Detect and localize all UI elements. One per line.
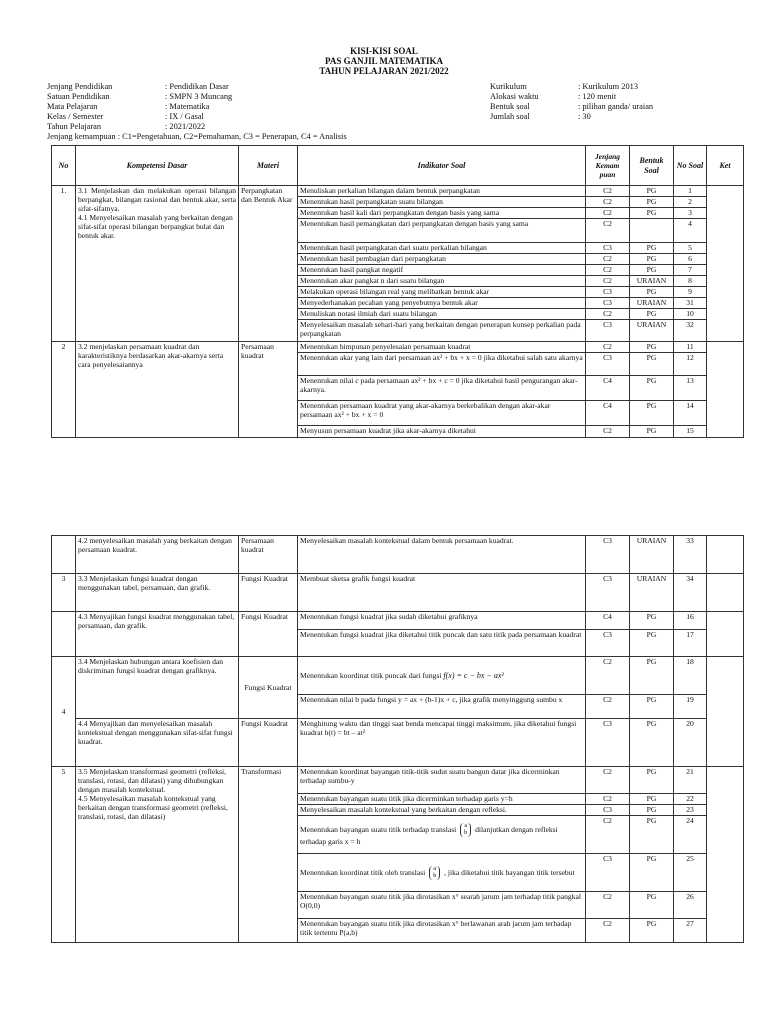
- info-jenjang-label: Jenjang Pendidikan: [47, 82, 113, 91]
- indikator-cell: Menyelesaikan masalah sehari-hari yang berkaitan dengan penerapan konsep perkalian pada perpangkatan: [298, 320, 586, 342]
- translation-vector: [460, 823, 471, 837]
- col-kd: Kompetensi Dasar: [76, 146, 239, 186]
- indikator-cell: Menentukan hasil pembagian dari perpangkatan: [298, 254, 586, 265]
- nosoal-cell: 27: [674, 919, 707, 943]
- nosoal-cell: 33: [674, 536, 707, 574]
- table-row: [52, 536, 744, 574]
- jenjang-cell: C2: [586, 892, 630, 919]
- materi-cell: Fungsi Kuadrat: [239, 612, 298, 657]
- ket-cell: [707, 342, 744, 438]
- nosoal-cell: 34: [674, 574, 707, 612]
- kd-text: 3.5 Menjelaskan transformasi geometri (refleksi, translasi, rotasi, dan dilatasi) yang dihubungkan dengan masalah kontekstual.: [78, 767, 227, 794]
- materi-cell: Persamaan kuadrat: [239, 536, 298, 574]
- info-mapel-value: : Matematika: [165, 102, 210, 111]
- jenjang-cell: C2: [586, 816, 630, 854]
- nosoal-cell: 11: [674, 342, 707, 353]
- bentuk-cell: PG: [630, 186, 674, 197]
- indikator-cell: Melakukan operasi bilangan real yang melibatkan bentuk akar: [298, 287, 586, 298]
- kd-cell: 4.3 Menyajikan fungsi kuadrat menggunakan tabel, persamaan, dan grafik.: [76, 612, 239, 657]
- bentuk-cell: PG: [630, 630, 674, 657]
- nosoal-cell: 7: [674, 265, 707, 276]
- bentuk-cell: PG: [630, 767, 674, 794]
- info-tahun-value: : 2021/2022: [165, 122, 206, 131]
- info-mapel-label: Mata Pelajaran: [47, 102, 98, 111]
- bentuk-cell: PG: [630, 657, 674, 695]
- info-kemampuan: Jenjang kemampuan : C1=Pengetahuan, C2=Pemahaman, C3 = Penerapan, C4 = Analisis: [47, 132, 347, 141]
- nosoal-cell: 2: [674, 197, 707, 208]
- indikator-cell: Menentukan hasil perpangkatan dari suatu perkalian bilangan: [298, 243, 586, 254]
- row-no: 3: [52, 574, 76, 612]
- doc-title-3: TAHUN PELAJARAN 2021/2022: [319, 66, 449, 76]
- bentuk-cell: PG: [630, 243, 674, 254]
- jenjang-cell: C3: [586, 574, 630, 612]
- kisi-table-1: [51, 145, 744, 438]
- jenjang-cell: C2: [586, 309, 630, 320]
- ket-cell: [707, 767, 744, 943]
- indikator-cell: Menentukan nilai c pada persamaan ax² + bx + c = 0 jika diketahui hasil pengurangan akar-akarnya.: [298, 376, 586, 401]
- indikator-text-2: dilanjutkan dengan refleksi terhadap garis x = h: [300, 824, 558, 846]
- bentuk-cell: PG: [630, 287, 674, 298]
- jenjang-cell: C3: [586, 719, 630, 767]
- jenjang-cell: C4: [586, 401, 630, 426]
- nosoal-cell: 31: [674, 298, 707, 309]
- row-no: 4: [52, 657, 76, 767]
- nosoal-cell: 4: [674, 219, 707, 243]
- bentuk-cell: PG: [630, 342, 674, 353]
- info-kelas-value: : IX / Gasal: [165, 112, 204, 121]
- table-header-row: [52, 146, 744, 186]
- indikator-cell: Menentukan hasil pemangkatan dari perpangkatan dengan basis yang sama: [298, 219, 586, 243]
- nosoal-cell: 22: [674, 794, 707, 805]
- bentuk-cell: PG: [630, 309, 674, 320]
- jenjang-cell: C3: [586, 320, 630, 342]
- indikator-cell: Menentukan persamaan kuadrat yang akar-akarnya berkebalikan dengan akar-akar persamaan ax² + bx + x = 0: [298, 401, 586, 426]
- indikator-cell: Menentukan bayangan suatu titik jika dirotasikan x° berlawanan arah jarum jam terhadap titik tertentu P(a,b): [298, 919, 586, 943]
- nosoal-cell: 23: [674, 805, 707, 816]
- ket-cell: [707, 657, 744, 767]
- nosoal-cell: 12: [674, 353, 707, 376]
- info-kurikulum-label: Kurikulum: [490, 82, 527, 91]
- nosoal-cell: 20: [674, 719, 707, 767]
- kd-text: 3.1 Menjelaskan dan melakukan operasi bilangan berpangkat, bilangan rasional dan bentuk akar, serta sifat-sifatnya.: [78, 186, 236, 213]
- table-row: [52, 342, 744, 353]
- jenjang-cell: C2: [586, 794, 630, 805]
- jenjang-cell: C3: [586, 630, 630, 657]
- nosoal-cell: 24: [674, 816, 707, 854]
- bentuk-cell: PG: [630, 892, 674, 919]
- bentuk-cell: PG: [630, 353, 674, 376]
- indikator-cell: Menentukan koordinat bayangan titik-titik sudut suatu bangun datar jika dicerminkan terhadap sumbu-y: [298, 767, 586, 794]
- kd-cell: 3.3 Menjelaskan fungsi kuadrat dengan menggunakan tabel, persamaan, dan grafik.: [76, 574, 239, 612]
- bentuk-cell: URAIAN: [630, 536, 674, 574]
- indikator-cell: [298, 657, 586, 695]
- info-jenjang-value: : Pendidikan Dasar: [165, 82, 229, 91]
- bentuk-cell: PG: [630, 854, 674, 892]
- vector-bottom: b: [433, 872, 437, 879]
- bentuk-cell: PG: [630, 208, 674, 219]
- kd-cell: [76, 186, 239, 342]
- bentuk-cell: PG: [630, 401, 674, 426]
- info-alokasi-label: Alokasi waktu: [490, 92, 539, 101]
- nosoal-cell: 10: [674, 309, 707, 320]
- jenjang-cell: C2: [586, 919, 630, 943]
- col-bentuk: Bentuk Soal: [630, 146, 674, 186]
- indikator-cell: Menentukan hasil perpangkatan suatu bilangan: [298, 197, 586, 208]
- bentuk-cell: URAIAN: [630, 298, 674, 309]
- info-satuan-label: Satuan Pendidikan: [47, 92, 110, 101]
- jenjang-cell: C3: [586, 287, 630, 298]
- materi-cell: Persamaan kuadrat: [239, 342, 298, 438]
- col-materi: Materi: [239, 146, 298, 186]
- vector-top: a: [464, 823, 467, 829]
- bentuk-cell: PG: [630, 265, 674, 276]
- info-bentuk-value: : pilihan ganda/ uraian: [578, 102, 654, 111]
- bentuk-cell: URAIAN: [630, 320, 674, 342]
- nosoal-cell: 5: [674, 243, 707, 254]
- indikator-cell: Menentukan hasil pangkat negatif: [298, 265, 586, 276]
- nosoal-cell: 8: [674, 276, 707, 287]
- jenjang-cell: C2: [586, 254, 630, 265]
- bentuk-cell: [630, 219, 674, 243]
- bentuk-cell: PG: [630, 816, 674, 854]
- nosoal-cell: 1: [674, 186, 707, 197]
- indikator-text: Menentukan bayangan suatu titik terhadap translasi: [300, 824, 457, 834]
- indikator-text: Menentukan koordinat titik puncak dari fungsi: [300, 671, 442, 680]
- indikator-cell: Menyederhanakan pecahan yang penyebutnya bentuk akar: [298, 298, 586, 309]
- indikator-cell: Menentukan nilai b pada fungsi y = ax + (b-1)x + c, jika grafik menyinggung sumbu x: [298, 695, 586, 719]
- jenjang-cell: C2: [586, 219, 630, 243]
- indikator-cell: Menentukan hasil kali dari perpangkatan dengan basis yang sama: [298, 208, 586, 219]
- col-jenjang: Jenjang Kemam puan: [586, 146, 630, 186]
- table-row: [52, 186, 744, 197]
- jenjang-cell: C3: [586, 805, 630, 816]
- info-satuan-value: : SMPN 3 Muncang: [165, 92, 233, 101]
- indikator-cell: Menentukan akar pangkat n dari suatu bilangan: [298, 276, 586, 287]
- col-nosoal: No Soal: [674, 146, 707, 186]
- bentuk-cell: PG: [630, 197, 674, 208]
- info-kurikulum-value: : Kurikulum 2013: [578, 82, 639, 91]
- ket-cell: [707, 536, 744, 574]
- materi-cell: Fungsi Kuadrat: [239, 574, 298, 612]
- bentuk-cell: URAIAN: [630, 276, 674, 287]
- kd-cell: [76, 767, 239, 943]
- row-no: 2: [52, 342, 76, 438]
- kd-text-2: 4.5 Menyelesaikan masalah kontekstual yang berkaitan dengan transformasi geometri (refleksi, translasi, rotasi, dan dilatasi): [78, 794, 228, 821]
- materi-cell: Fungsi Kuadrat: [239, 657, 298, 719]
- kd-cell: 3.4 Menjelaskan hubungan antara koefisien dan diskriminan fungsi kuadrat dengan grafiknya.: [76, 657, 239, 719]
- jenjang-cell: C2: [586, 186, 630, 197]
- table-row: [52, 612, 744, 630]
- col-indikator: Indikator Soal: [298, 146, 586, 186]
- jenjang-cell: C3: [586, 353, 630, 376]
- jenjang-cell: C2: [586, 276, 630, 287]
- nosoal-cell: 14: [674, 401, 707, 426]
- bentuk-cell: PG: [630, 805, 674, 816]
- vector-top: a: [433, 865, 437, 872]
- indikator-text: Menentukan koordinat titik oleh translasi: [300, 867, 426, 877]
- nosoal-cell: 25: [674, 854, 707, 892]
- jenjang-cell: C2: [586, 695, 630, 719]
- jenjang-cell: C3: [586, 298, 630, 309]
- kd-cell: 4.2 menyelesaikan masalah yang berkaitan dengan persamaan kuadrat.: [76, 536, 239, 574]
- indikator-cell: Menyusun persamaan kuadrat jika akar-akarnya diketahui: [298, 426, 586, 438]
- ket-cell: [707, 612, 744, 657]
- table-row: [52, 574, 744, 612]
- nosoal-cell: 13: [674, 376, 707, 401]
- ket-cell: [707, 574, 744, 612]
- nosoal-cell: 15: [674, 426, 707, 438]
- bentuk-cell: PG: [630, 695, 674, 719]
- jenjang-cell: C3: [586, 854, 630, 892]
- jenjang-cell: C2: [586, 208, 630, 219]
- row-no: 1.: [52, 186, 76, 342]
- indikator-cell: Membuat sketsa grafik fungsi kuadrat: [298, 574, 586, 612]
- info-kelas-label: Kelas / Semester: [47, 112, 104, 121]
- nosoal-cell: 32: [674, 320, 707, 342]
- bentuk-cell: PG: [630, 612, 674, 630]
- jenjang-cell: C3: [586, 243, 630, 254]
- row-no: [52, 536, 76, 574]
- jenjang-cell: C2: [586, 197, 630, 208]
- table-row: [52, 767, 744, 794]
- indikator-cell: [298, 816, 586, 854]
- indikator-cell: Menentukan bayangan suatu titik jika dirotasikan x° searah jarum jam terhadap titik pangkal O(0,0): [298, 892, 586, 919]
- row-no: 5: [52, 767, 76, 943]
- indikator-cell: Menentukan akar yang lain dari persamaan ax² + bx + x = 0 jika diketahui salah satu akarnya: [298, 353, 586, 376]
- ket-cell: [707, 186, 744, 342]
- table-row: [52, 719, 744, 767]
- jenjang-cell: C4: [586, 612, 630, 630]
- doc-title-1: KISI-KISI SOAL: [350, 46, 418, 56]
- indikator-cell: Menyelesaikan masalah kontekstual dalam bentuk persamaan kuadrat.: [298, 536, 586, 574]
- doc-title-2: PAS GANJIL MATEMATIKA: [324, 56, 443, 66]
- kd-cell: 3.2 menjelaskan persamaan kuadrat dan karakteristiknya berdasarkan akar-akarnya serta cara penyelesaiannya: [76, 342, 239, 438]
- bentuk-cell: PG: [630, 719, 674, 767]
- jenjang-cell: C3: [586, 536, 630, 574]
- nosoal-cell: 18: [674, 657, 707, 695]
- indikator-cell: Menentukan bayangan suatu titik jika dicerminkan terhadap garis y=h: [298, 794, 586, 805]
- indikator-cell: [298, 854, 586, 892]
- bentuk-cell: PG: [630, 919, 674, 943]
- kd-cell: 4.4 Menyajikan dan menyelesaikan masalah kontekstual dengan menggunakan sifat-sifat fungsi kuadrat.: [76, 719, 239, 767]
- nosoal-cell: 16: [674, 612, 707, 630]
- indikator-text-2: , jika diketahui titik bayangan titik tersebut: [444, 867, 575, 877]
- translation-vector: [429, 866, 440, 880]
- jenjang-cell: C2: [586, 426, 630, 438]
- jenjang-cell: C2: [586, 265, 630, 276]
- vector-bottom: b: [464, 830, 468, 836]
- kd-text-2: 4.1 Menyelesaikan masalah yang berkaitan dengan sifat-sifat operasi bilangan berpangkat bulat dan bentuk akar.: [78, 213, 233, 240]
- indikator-cell: Menuliskan notasi ilmiah dari suatu bilangan: [298, 309, 586, 320]
- nosoal-cell: 6: [674, 254, 707, 265]
- kisi-table-2: [51, 535, 744, 943]
- row-no: [52, 612, 76, 657]
- info-jumlah-value: : 30: [578, 112, 591, 121]
- indikator-cell: Menghitung waktu dan tinggi saat benda mencapai tinggi maksimum, jika diketahui fungsi kuadrat h(t) = bt – at²: [298, 719, 586, 767]
- table-row: [52, 657, 744, 695]
- jenjang-cell: C2: [586, 342, 630, 353]
- bentuk-cell: PG: [630, 426, 674, 438]
- indikator-cell: Menuliskan perkalian bilangan dalam bentuk perpangkatan: [298, 186, 586, 197]
- indikator-cell: Menentukan himpunan penyelesaian persamaan kuadrat: [298, 342, 586, 353]
- bentuk-cell: PG: [630, 376, 674, 401]
- materi-cell: Perpangkatan dan Bentuk Akar: [239, 186, 298, 342]
- info-jumlah-label: Jumlah soal: [490, 112, 530, 121]
- col-no: No: [52, 146, 76, 186]
- nosoal-cell: 26: [674, 892, 707, 919]
- jenjang-cell: C2: [586, 657, 630, 695]
- info-bentuk-label: Bentuk soal: [490, 102, 530, 111]
- nosoal-cell: 21: [674, 767, 707, 794]
- jenjang-cell: C4: [586, 376, 630, 401]
- indikator-cell: Menentukan fungsi kuadrat jika diketahui titik puncak dan satu titik pada persamaan kuadrat: [298, 630, 586, 657]
- bentuk-cell: URAIAN: [630, 574, 674, 612]
- nosoal-cell: 9: [674, 287, 707, 298]
- indikator-cell: Menentukan fungsi kuadrat jika sudah diketahui grafiknya: [298, 612, 586, 630]
- info-alokasi-value: : 120 menit: [578, 92, 617, 101]
- materi-cell: Fungsi Kuadrat: [239, 719, 298, 767]
- bentuk-cell: PG: [630, 794, 674, 805]
- nosoal-cell: 17: [674, 630, 707, 657]
- formula-f-x: f(x) = c − bx − ax²: [443, 671, 504, 680]
- col-ket: Ket: [707, 146, 744, 186]
- bentuk-cell: PG: [630, 254, 674, 265]
- nosoal-cell: 3: [674, 208, 707, 219]
- nosoal-cell: 19: [674, 695, 707, 719]
- indikator-cell: Menyelesaikan masalah kontekstual yang berkaitan dengan refleksi.: [298, 805, 586, 816]
- jenjang-cell: C2: [586, 767, 630, 794]
- materi-cell: Transformasi: [239, 767, 298, 943]
- info-tahun-label: Tahun Pelajaran: [47, 122, 102, 131]
